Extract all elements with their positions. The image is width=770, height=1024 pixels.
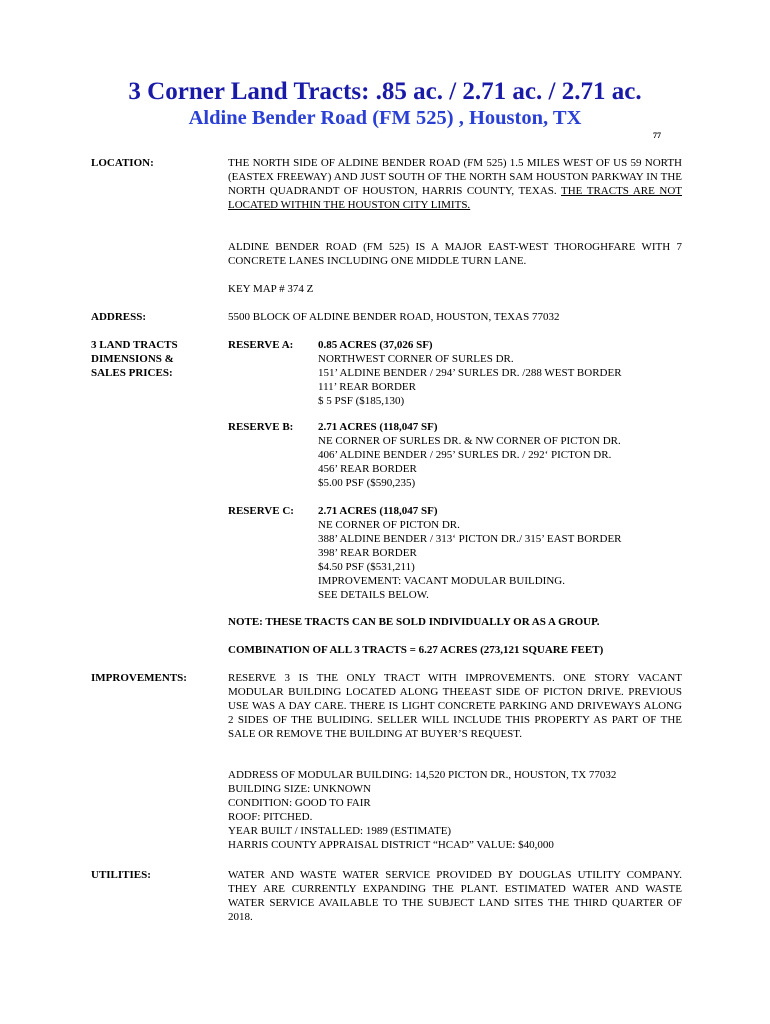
reserve-b-heading: 2.71 ACRES (118,047 SF) <box>318 421 438 433</box>
utilities-label: UTILITIES: <box>91 869 151 881</box>
sale-note: NOTE: THESE TRACTS CAN BE SOLD INDIVIDUALLY OR AS A GROUP. <box>228 616 600 628</box>
document-subtitle: Aldine Bender Road (FM 525) , Houston, TX <box>188 107 582 129</box>
key-map: KEY MAP # 374 Z <box>228 283 314 295</box>
modular-building-details: ADDRESS OF MODULAR BUILDING: 14,520 PICTON DR., HOUSTON, TX 77032 BUILDING SIZE: UNKNOWN CONDITION: GOOD TO FAIR ROOF: PITCHED. YEAR BUILT / INSTALLED: 1989 (ESTIMATE) HARRIS COUNTY APPRAISAL DISTRICT “HCAD” VALUE: $40,000 <box>228 769 617 851</box>
reserve-c-block <box>318 504 688 602</box>
improvements-description: RESERVE 3 IS THE ONLY TRACT WITH IMPROVEMENTS. ONE STORY VACANT MODULAR BUILDING LOCATED ALONG THEEAST SIDE OF PICTON DRIVE. PREVIOUS USE WAS A DAY CARE. THERE IS LIGHT CONCRETE PARKING AND DRIVEWAYS ALONG 2 SIDES OF THE BULIDING. SELLER WILL INCLUDE THIS PROPERTY AS PART OF THE SALE OR REMOVE THE BUILDING AT BUYER’S REQUEST. <box>228 672 682 740</box>
reserve-b-label: RESERVE B: <box>228 421 294 433</box>
city-limits-note: THE TRACTS ARE NOT LOCATED WITHIN THE HOUSTON CITY LIMITS. <box>228 185 682 211</box>
reserve-b-block <box>318 420 688 490</box>
combination-total: COMBINATION OF ALL 3 TRACTS = 6.27 ACRES (273,121 SQUARE FEET) <box>228 644 604 656</box>
utilities-description: WATER AND WASTE WATER SERVICE PROVIDED BY DOUGLAS UTILITY COMPANY. THEY ARE CURRENTLY EXPANDING THE PLANT. ESTIMATED WATER AND WASTE WATER SERVICE AVAILABLE TO THE SUBJECT LAND SITES THE THIRD QUARTER OF 2018. <box>228 869 682 923</box>
address-label: ADDRESS: <box>91 311 147 323</box>
location-text: THE NORTH SIDE OF ALDINE BENDER ROAD (FM 525) 1.5 MILES WEST OF US 59 NORTH (EASTEX FREEWAY) AND JUST SOUTH OF THE NORTH SAM HOUSTON PARKWAY IN THE NORTH QUADRANDT OF HOUSTON, HARRIS COUNTY, TEXAS. <box>228 157 682 197</box>
reserve-a-label: RESERVE A: <box>228 339 294 351</box>
address-value: 5500 BLOCK OF ALDINE BENDER ROAD, HOUSTON, TEXAS 77032 <box>228 311 560 323</box>
road-description: ALDINE BENDER ROAD (FM 525) IS A MAJOR EAST-WEST THOROGHFARE WITH 7 CONCRETE LANES INCLUDING ONE MIDDLE TURN LANE. <box>228 241 682 267</box>
reserve-a-block <box>318 338 688 408</box>
reserve-c-details: NE CORNER OF PICTON DR. 388’ ALDINE BENDER / 313‘ PICTON DR./ 315’ EAST BORDER 398’ REAR BORDER $4.50 PSF ($531,211) IMPROVEMENT: VACANT MODULAR BUILDING. SEE DETAILS BELOW. <box>318 519 622 601</box>
location-description <box>228 156 682 212</box>
reserve-b-details: NE CORNER OF SURLES DR. & NW CORNER OF PICTON DR. 406’ ALDINE BENDER / 295’ SURLES DR. / 292‘ PICTON DR. 456’ REAR BORDER $5.00 PSF ($590,235) <box>318 435 621 489</box>
reserve-a-heading: 0.85 ACRES (37,026 SF) <box>318 339 433 351</box>
tracts-label: 3 LAND TRACTS DIMENSIONS & SALES PRICES: <box>91 339 178 379</box>
document-title: 3 Corner Land Tracts: .85 ac. / 2.71 ac. / 2.71 ac. <box>128 78 642 105</box>
page-number: 77 <box>653 131 661 140</box>
reserve-c-heading: 2.71 ACRES (118,047 SF) <box>318 505 438 517</box>
improvements-label: IMPROVEMENTS: <box>91 672 187 684</box>
reserve-a-details: NORTHWEST CORNER OF SURLES DR. 151’ ALDINE BENDER / 294’ SURLES DR. /288 WEST BORDER 111’ REAR BORDER $ 5 PSF ($185,130) <box>318 353 622 407</box>
location-label: LOCATION: <box>91 157 154 169</box>
reserve-c-label: RESERVE C: <box>228 505 294 517</box>
